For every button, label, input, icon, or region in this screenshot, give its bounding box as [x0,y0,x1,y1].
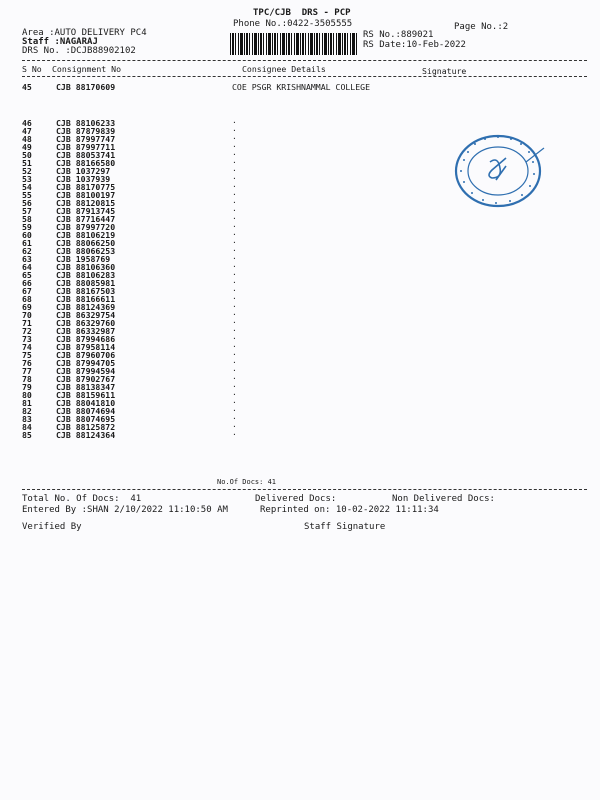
table-row [0,254,600,262]
row-sno: 60 [22,230,32,240]
row-consignee-placeholder: . [232,324,237,333]
row-consignment: CJB 87960706 [56,350,116,360]
row-consignee-placeholder: . [232,220,237,229]
reprinted-on: Reprinted on: 10-02-2022 11:11:34 [260,505,439,515]
row-consignment: CJB 88166611 [56,294,116,304]
row-consignment: CJB 88166580 [56,158,116,168]
document-title: TPC/CJB DRS - PCP [253,8,351,18]
row-consignee-placeholder: . [232,348,237,357]
row-sno: 81 [22,398,32,408]
divider [22,60,587,61]
table-row [0,318,600,326]
rs-number: RS No.:889021 [363,30,434,40]
table-row [0,310,600,318]
table-row [0,382,600,390]
row-consignee-placeholder: . [232,204,237,213]
first-row-consignment: CJB 88170609 [56,82,116,92]
row-sno: 75 [22,350,32,360]
row-sno: 46 [22,118,32,128]
row-consignee-placeholder: . [232,380,237,389]
table-row [0,366,600,374]
row-consignee-placeholder: . [232,236,237,245]
phone-number: Phone No.:0422-3505555 [233,19,353,29]
row-sno: 83 [22,414,32,424]
table-row [0,230,600,238]
row-consignee-placeholder: . [232,188,237,197]
row-consignment: CJB 87997720 [56,222,116,232]
row-sno: 84 [22,422,32,432]
row-consignee-placeholder: . [232,292,237,301]
column-header-consignment: Consignment No [52,64,122,74]
row-sno: 70 [22,310,32,320]
row-consignment: CJB 88106360 [56,262,116,272]
row-consignee-placeholder: . [232,428,237,437]
docs-count: No.Of Docs: 41 [217,478,277,486]
divider [22,76,587,77]
total-docs: Total No. Of Docs: 41 [22,494,142,504]
row-sno: 78 [22,374,32,384]
table-row [0,118,600,126]
row-sno: 69 [22,302,32,312]
row-consignee-placeholder: . [232,212,237,221]
row-consignment: CJB 88100197 [56,190,116,200]
row-consignment: CJB 88167503 [56,286,116,296]
row-consignment: CJB 88074695 [56,414,116,424]
row-sno: 55 [22,190,32,200]
row-sno: 77 [22,366,32,376]
table-row [0,302,600,310]
row-sno: 61 [22,238,32,248]
row-consignment: CJB 87994594 [56,366,116,376]
row-consignment: CJB 87913745 [56,206,116,216]
row-sno: 68 [22,294,32,304]
row-consignee-placeholder: . [232,276,237,285]
row-consignment: CJB 88124364 [56,430,116,440]
row-consignment: CJB 87994686 [56,334,116,344]
row-consignment: CJB 87902767 [56,374,116,384]
table-row [0,222,600,230]
table-row [0,406,600,414]
row-sno: 71 [22,318,32,328]
row-consignment: CJB 88085981 [56,278,116,288]
table-row [0,414,600,422]
row-sno: 50 [22,150,32,160]
row-consignment: CJB 88124369 [56,302,116,312]
table-row [0,374,600,382]
area-label: Area :AUTO DELIVERY PC4 [22,28,147,38]
row-consignment: CJB 88106233 [56,118,116,128]
table-row [0,398,600,406]
row-sno: 85 [22,430,32,440]
row-sno: 59 [22,222,32,232]
row-consignment: CJB 88066250 [56,238,116,248]
row-consignment: CJB 87958114 [56,342,116,352]
row-consignment: CJB 87879839 [56,126,116,136]
non-delivered-docs: Non Delivered Docs: [392,494,495,504]
table-row [0,294,600,302]
first-row-consignee: COE PSGR KRISHNAMMAL COLLEGE [232,82,371,92]
row-sno: 73 [22,334,32,344]
row-consignment: CJB 88074694 [56,406,116,416]
row-consignment: CJB 1037297 [56,166,111,176]
row-consignment: CJB 88106219 [56,230,116,240]
row-consignee-placeholder: . [232,316,237,325]
row-sno: 66 [22,278,32,288]
table-row [0,238,600,246]
rs-date: RS Date:10-Feb-2022 [363,40,466,50]
row-consignee-placeholder: . [232,132,237,141]
row-consignee-placeholder: . [232,148,237,157]
row-consignee-placeholder: . [232,268,237,277]
column-header-sno: S No [22,64,42,74]
table-row [0,214,600,222]
row-consignment: CJB 87997747 [56,134,116,144]
row-sno: 58 [22,214,32,224]
row-consignee-placeholder: . [232,196,237,205]
row-consignee-placeholder: . [232,172,237,181]
barcode [230,33,358,55]
row-consignment: CJB 1037939 [56,174,111,184]
table-row [0,270,600,278]
table-row [0,342,600,350]
row-consignee-placeholder: . [232,252,237,261]
row-sno: 79 [22,382,32,392]
row-consignee-placeholder: . [232,396,237,405]
table-row [0,286,600,294]
delivered-docs: Delivered Docs: [255,494,337,504]
table-row [0,278,600,286]
row-sno: 52 [22,166,32,176]
row-sno: 82 [22,406,32,416]
row-consignment: CJB 88041810 [56,398,116,408]
row-consignee-placeholder: . [232,284,237,293]
row-sno: 47 [22,126,32,136]
table-row [0,430,600,438]
row-sno: 67 [22,286,32,296]
row-consignment: CJB 88066253 [56,246,116,256]
row-consignment: CJB 88120815 [56,198,116,208]
row-consignee-placeholder: . [232,332,237,341]
row-sno: 76 [22,358,32,368]
row-consignee-placeholder: . [232,180,237,189]
row-consignee-placeholder: . [232,340,237,349]
row-sno: 54 [22,182,32,192]
table-row [0,262,600,270]
row-consignee-placeholder: . [232,124,237,133]
row-consignment: CJB 87994705 [56,358,116,368]
row-sno: 72 [22,326,32,336]
row-consignee-placeholder: . [232,364,237,373]
official-seal-stamp [450,132,550,210]
row-consignee-placeholder: . [232,260,237,269]
row-sno: 74 [22,342,32,352]
row-consignee-placeholder: . [232,116,237,125]
row-sno: 64 [22,262,32,272]
row-consignee-placeholder: . [232,156,237,165]
row-consignee-placeholder: . [232,388,237,397]
row-consignment: CJB 87997711 [56,142,116,152]
table-row [0,390,600,398]
verified-by: Verified By [22,522,82,532]
row-consignment: CJB 88053741 [56,150,116,160]
table-row [0,350,600,358]
row-consignee-placeholder: . [232,412,237,421]
drs-number: DRS No. :DCJB88902102 [22,46,136,56]
row-sno: 80 [22,390,32,400]
row-consignee-placeholder: . [232,300,237,309]
row-consignee-placeholder: . [232,228,237,237]
divider [22,489,587,490]
table-row [0,246,600,254]
table-row [0,358,600,366]
row-sno: 56 [22,198,32,208]
row-consignment: CJB 86329760 [56,318,116,328]
row-sno: 65 [22,270,32,280]
row-consignment: CJB 88170775 [56,182,116,192]
row-consignment: CJB 88138347 [56,382,116,392]
row-consignee-placeholder: . [232,420,237,429]
row-consignee-placeholder: . [232,356,237,365]
table-row [0,326,600,334]
row-sno: 53 [22,174,32,184]
row-consignment: CJB 1958769 [56,254,111,264]
table-row [0,334,600,342]
row-consignee-placeholder: . [232,404,237,413]
entered-by: Entered By :SHAN 2/10/2022 11:10:50 AM [22,505,228,515]
row-consignment: CJB 86332987 [56,326,116,336]
row-consignment: CJB 88159611 [56,390,116,400]
row-consignment: CJB 88125872 [56,422,116,432]
row-consignee-placeholder: . [232,308,237,317]
row-sno: 57 [22,206,32,216]
column-header-signature: Signature [422,66,467,76]
row-sno: 51 [22,158,32,168]
staff-label: Staff :NAGARAJ [22,37,98,47]
first-row-sno: 45 [22,82,32,92]
row-consignee-placeholder: . [232,140,237,149]
row-sno: 49 [22,142,32,152]
page-number: Page No.:2 [454,22,509,32]
table-row [0,422,600,430]
row-consignee-placeholder: . [232,244,237,253]
row-consignment: CJB 88106283 [56,270,116,280]
row-sno: 48 [22,134,32,144]
row-consignment: CJB 87716447 [56,214,116,224]
column-header-consignee: Consignee Details [242,64,326,74]
row-consignee-placeholder: . [232,372,237,381]
staff-signature: Staff Signature [304,522,386,532]
row-consignee-placeholder: . [232,164,237,173]
row-sno: 62 [22,246,32,256]
row-sno: 63 [22,254,32,264]
row-consignment: CJB 86329754 [56,310,116,320]
